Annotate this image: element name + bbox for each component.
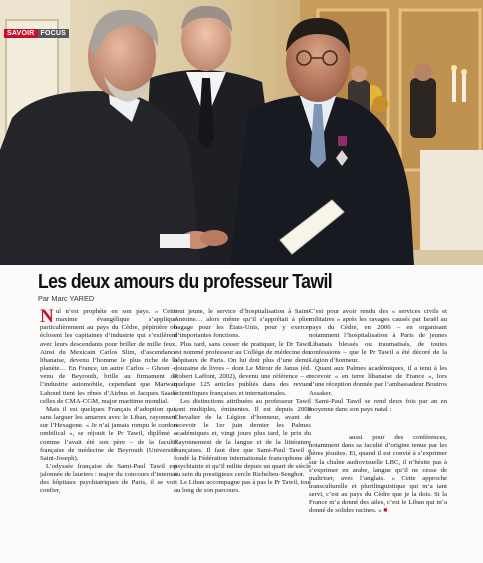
end-of-article-mark: ■ xyxy=(383,507,388,515)
paragraph: Sami-Paul Tawil se rend deux fois par an en moyenne dans son pays natal : xyxy=(309,397,447,413)
article-headline: Les deux amours du professeur Tawil xyxy=(38,270,333,293)
article-column-2 xyxy=(174,308,311,496)
paragraph: Plus tard, sans cesser de pratiquer, le Dr Tawil est nommé professeur au Collège de médecine des hôpitaux de Paris. On lui doit plus d’une demi-douzaine de livres – dont Le Miroir de Janus (éd. Robert Laffont, 2002), devenu une référence – et quelque 125 articles publiés dans des revues scientifiques françaises et internationales. xyxy=(174,340,311,397)
paragraph xyxy=(309,434,447,516)
article-column-3 xyxy=(309,308,447,516)
paragraph: Le Liban accompagne pas à pas le Pr Tawil, tout au long de son parcours. xyxy=(174,479,311,495)
section-rubric xyxy=(4,28,69,39)
photo-illustration xyxy=(0,0,483,265)
article-column-1 xyxy=(40,308,177,496)
article-byline: Par Marc YARED xyxy=(38,294,95,303)
rubric-section: SAVOIR xyxy=(4,29,38,38)
paragraph-text: aussi pour des conférences, notamment dans sa faculté d’origine tenue par les pères jésuites. Et, quand il est convié à s’exprimer sur la chaîne audiovisuelle LBC, il n’hésite pas à s’exprimer en arabe, langue qu’il ne cesse de maîtriser, avec l’anglais. « Cette approche transculturelle et plurilinguistique qui m’a tant servi, c’est au pays du Cèdre que je la dois. Si la France m’a donné des ailes, c’est le Liban qui m’a donné de solides racines. » xyxy=(309,434,447,515)
paragraph: Quant aux Palmes académiques, il a tenu à les recevoir « en terre libanaise de France », lors d’une réception donnée par l’ambassadeur Boutros Assaker. xyxy=(309,365,447,397)
paragraph: Mais il est quelques Français d’adoption qui, sans larguer les amarres avec le Liban, rayonnent sur l’Hexagone. « Je n’ai jamais rompu le cordon ombilical », se réjouit le Pr Tawil, diplômé – comme l’avait été son père – de la faculté française de médecine de Beyrouth (Université Saint-Joseph). xyxy=(40,405,177,462)
paragraph xyxy=(40,308,177,406)
paragraph: Les distinctions attribuées au professeur Tawil sont multiples, éminentes. Il est depuis 2008 Chevalier de la Légion d’honneur, avant de recevoir le 1er juin dernier les Palmes académiques et, vingt jours plus tard, le prix du Rayonnement de la langue et de la littérature françaises. Il faut dire que Sami-Paul Tawil a fondé la Fédération internationale francophone de psychiatrie et qu’il milite depuis un quart de siècle au sein du prestigieux cercle Richelieu-Senghor. xyxy=(174,397,311,479)
paragraph: tout jeune, le service d’hospitalisation à Saint-Antoine… alors même qu’il s’apprêtait à plier bagage pour les États-Unis, pour y exercer d’importantes fonctions. xyxy=(174,308,311,340)
paragraph: C’est pour avoir rendu des « services civils et militaires » après les ravages causés par Israël au pays du Cèdre, en 2006 – en organisant notamment l’hospitalisation à Paris de jeunes Libanais blessés ou traumatisés, de toutes confessions – que le Pr Tawil a été décoré de la Légion d’honneur. xyxy=(309,308,447,364)
paragraph-text: ul n’est prophète en son pays. » Cette maxime évangélique s’applique particulièrement au pays du Cèdre, pépinière où éclosent les capitaines d’industrie qui s’exilèrent avec leurs descendants pour briller de mille feux. Ainsi du Mexicain Carlos Slim, d’ascendance libanaise, devenu l’homme le plus riche de la planète… En France, un autre Carlos – Ghosn –, venu de Beyrouth, brille au firmament de l’industrie automobile, cependant que Marwan Lahoud tient les rênes d’Airbus et Jacques Saadé celles de CMA-CGM, major maritime mondial. xyxy=(40,308,177,405)
drop-cap: N xyxy=(40,306,54,327)
paragraph: L’odyssée française de Sami-Paul Tawil est jalonnée de lauriers : major du concours d’internat des hôpitaux psychiatriques de Paris, il se voit confier, xyxy=(40,462,177,495)
article-photo xyxy=(0,0,483,265)
rubric-subsection: FOCUS xyxy=(38,29,70,38)
